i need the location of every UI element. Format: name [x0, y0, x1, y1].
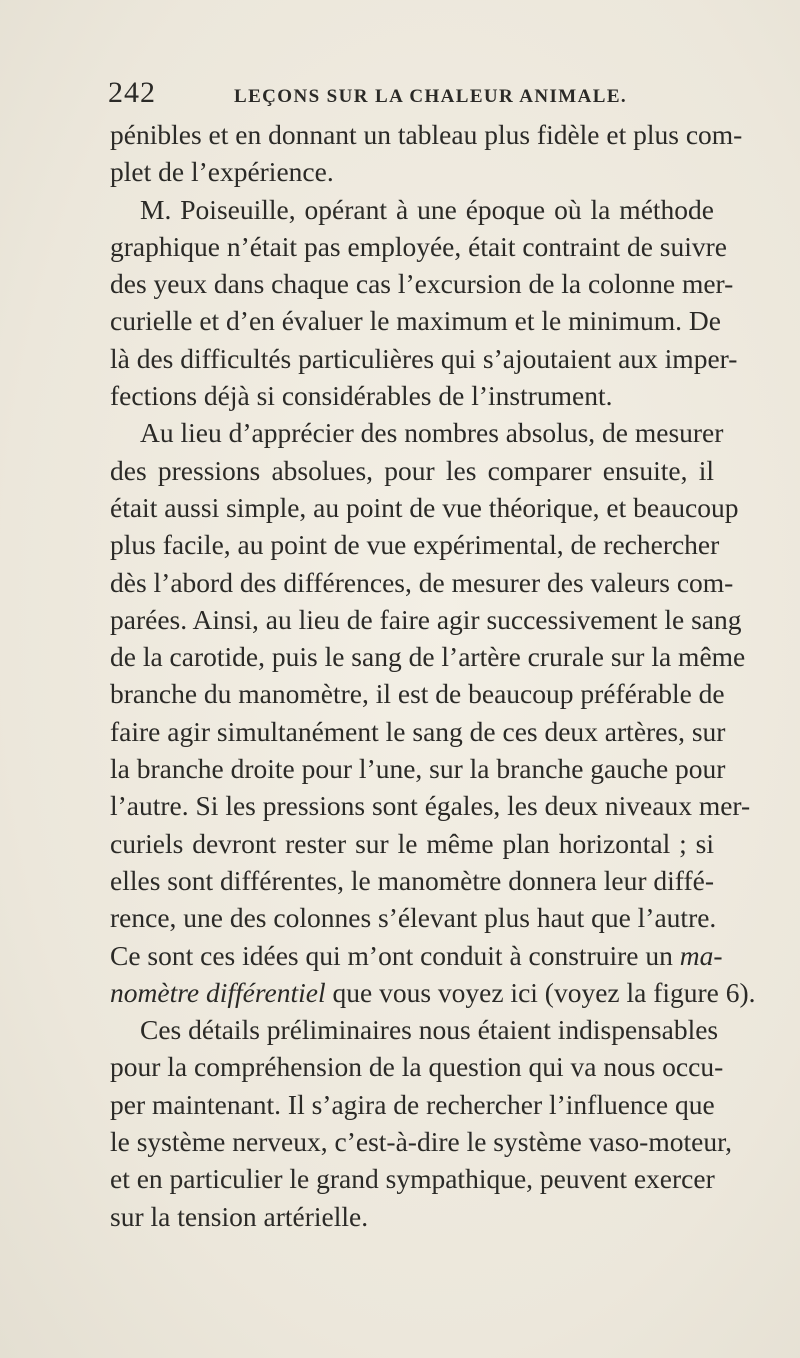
text-line: rence, une des colonnes s’élevant plus haut que l’autre.	[110, 902, 717, 934]
emphasized-term: ma-	[679, 939, 723, 971]
text-line: plet de l’expérience.	[110, 156, 334, 188]
running-title: LEÇONS SUR LA CHALEUR ANIMALE.	[234, 86, 628, 107]
text-line: des pressions absolues, pour les comparer ensuite, il	[110, 454, 714, 486]
text-line: faire agir simultanément le sang de ces deux artères, sur	[110, 715, 726, 747]
text-line: était aussi simple, au point de vue théorique, et beaucoup	[110, 491, 739, 523]
text-line: de la carotide, puis le sang de l’artère crurale sur la même	[110, 641, 746, 673]
text-line	[110, 937, 723, 974]
text-line: Au lieu d’apprécier des nombres absolus, de mesurer	[140, 417, 724, 449]
text-line: M. Poiseuille, opérant à une époque où la méthode	[140, 193, 714, 225]
page-header	[108, 76, 718, 116]
text-line: per maintenant. Il s’agira de rechercher l’influence que	[110, 1088, 715, 1120]
text-line: et en particulier le grand sympathique, peuvent exercer	[110, 1163, 715, 1195]
text-line	[110, 974, 756, 1011]
text-line: fections déjà si considérables de l’instrument.	[110, 380, 613, 412]
page-number: 242	[108, 76, 156, 109]
text-line: elles sont différentes, le manomètre donnera leur diffé-	[110, 864, 714, 896]
text-line: l’autre. Si les pressions sont égales, les deux niveaux mer-	[110, 790, 751, 822]
text-fragment: Ce sont ces idées qui m’ont conduit à construire un	[110, 939, 673, 971]
text-line: des yeux dans chaque cas l’excursion de la colonne mer-	[110, 268, 734, 300]
body-text	[110, 116, 756, 1235]
text-line: Ces détails préliminaires nous étaient indispensables	[140, 1014, 719, 1046]
text-line: dès l’abord des différences, de mesurer des valeurs com-	[110, 566, 734, 598]
text-line: le système nerveux, c’est-à-dire le système vaso-moteur,	[110, 1126, 732, 1158]
text-line: plus facile, au point de vue expérimental, de rechercher	[110, 529, 720, 561]
text-line: pénibles et en donnant un tableau plus fidèle et plus com-	[110, 119, 743, 150]
text-line: curiels devront rester sur le même plan horizontal ; si	[110, 827, 714, 859]
text-line: pour la compréhension de la question qui va nous occu-	[110, 1051, 724, 1083]
text-line: là des difficultés particulières qui s’ajoutaient aux imper-	[110, 342, 738, 374]
text-fragment: que vous voyez ici (voyez la figure 6).	[325, 976, 756, 1008]
text-line: parées. Ainsi, au lieu de faire agir successivement le sang	[110, 603, 742, 635]
text-line: curielle et d’en évaluer le maximum et le minimum. De	[110, 305, 721, 337]
text-line: sur la tension artérielle.	[110, 1200, 369, 1232]
text-line: branche du manomètre, il est de beaucoup préférable de	[110, 678, 725, 710]
text-line: graphique n’était pas employée, était contraint de suivre	[110, 230, 727, 262]
text-line: la branche droite pour l’une, sur la branche gauche pour	[110, 753, 726, 785]
emphasized-term: nomètre différentiel	[110, 976, 326, 1008]
